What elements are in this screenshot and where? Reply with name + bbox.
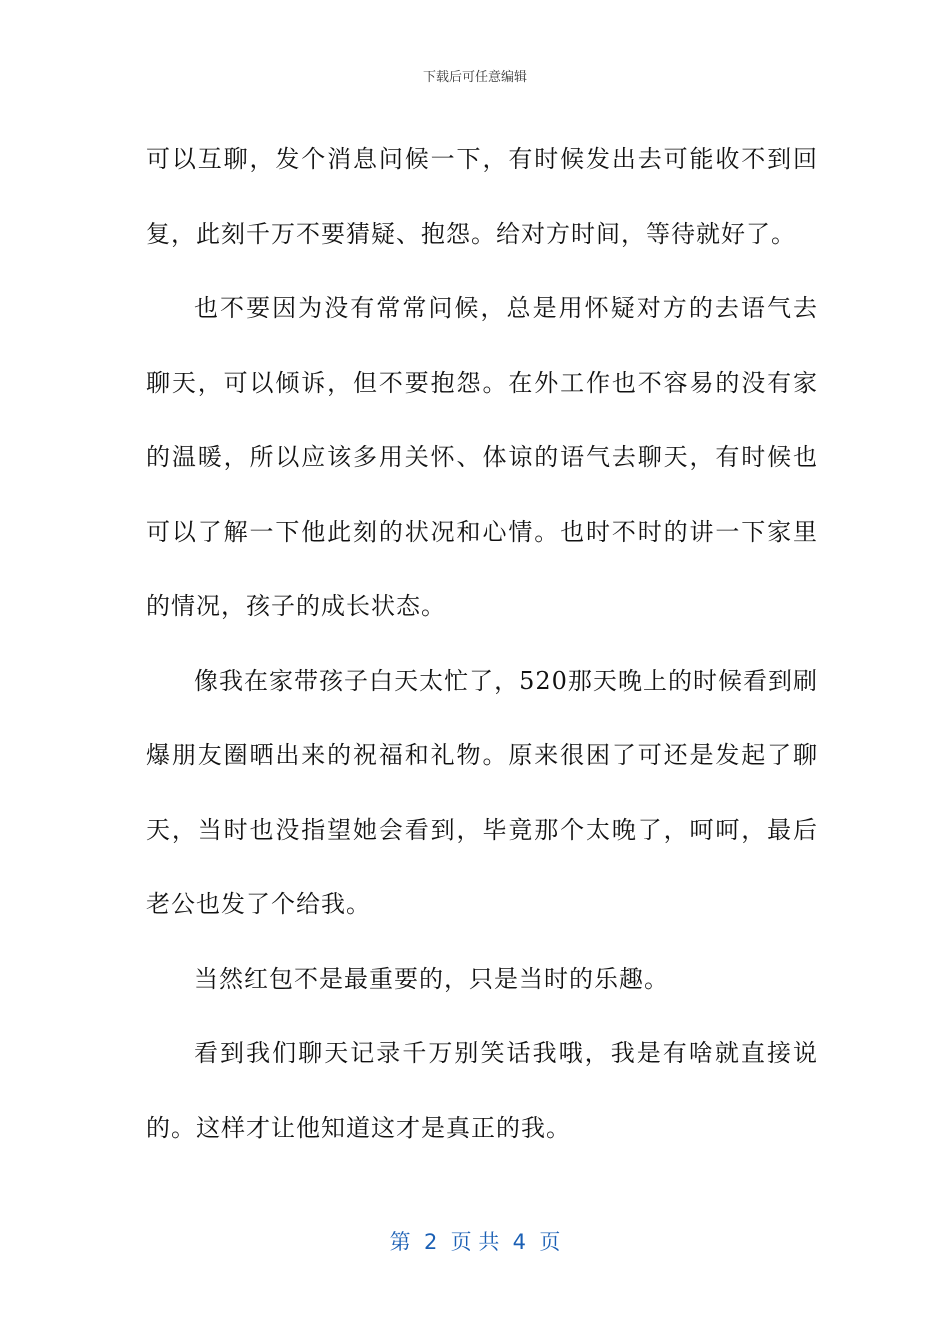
paragraph-4: 当然红包不是最重要的，只是当时的乐趣。	[194, 964, 669, 993]
paragraph-2: 也不要因为没有常常问候，总是用怀疑对方的去语气去聊天，可以倾诉，但不要抱怨。在外工作也不容易的没有家的温暖，所以应该多用关怀、体谅的语气去聊天，有时候也可以了解一下他此刻的状况和心情。也时不时的讲一下家里的情况，孩子的成长状态。	[146, 294, 818, 620]
document-body	[146, 122, 818, 1165]
paragraph-3: 像我在家带孩子白天太忙了，520那天晚上的时候看到刷爆朋友圈晒出来的祝福和礼物。原来很困了可还是发起了聊天，当时也没指望她会看到，毕竟那个太晚了，呵呵，最后老公也发了个给我。	[146, 666, 818, 918]
paragraph-1: 可以互聊，发个消息问候一下，有时候发出去可能收不到回复，此刻千万不要猜疑、抱怨。给对方时间，等待就好了。	[146, 145, 818, 248]
page-header-note: 下载后可任意编辑	[422, 70, 527, 85]
page-number-footer: 第 2 页 共 4 页	[389, 1230, 561, 1254]
paragraph-5: 看到我们聊天记录千万别笑话我哦，我是有啥就直接说的。这样才让他知道这才是真正的我。	[146, 1039, 818, 1142]
